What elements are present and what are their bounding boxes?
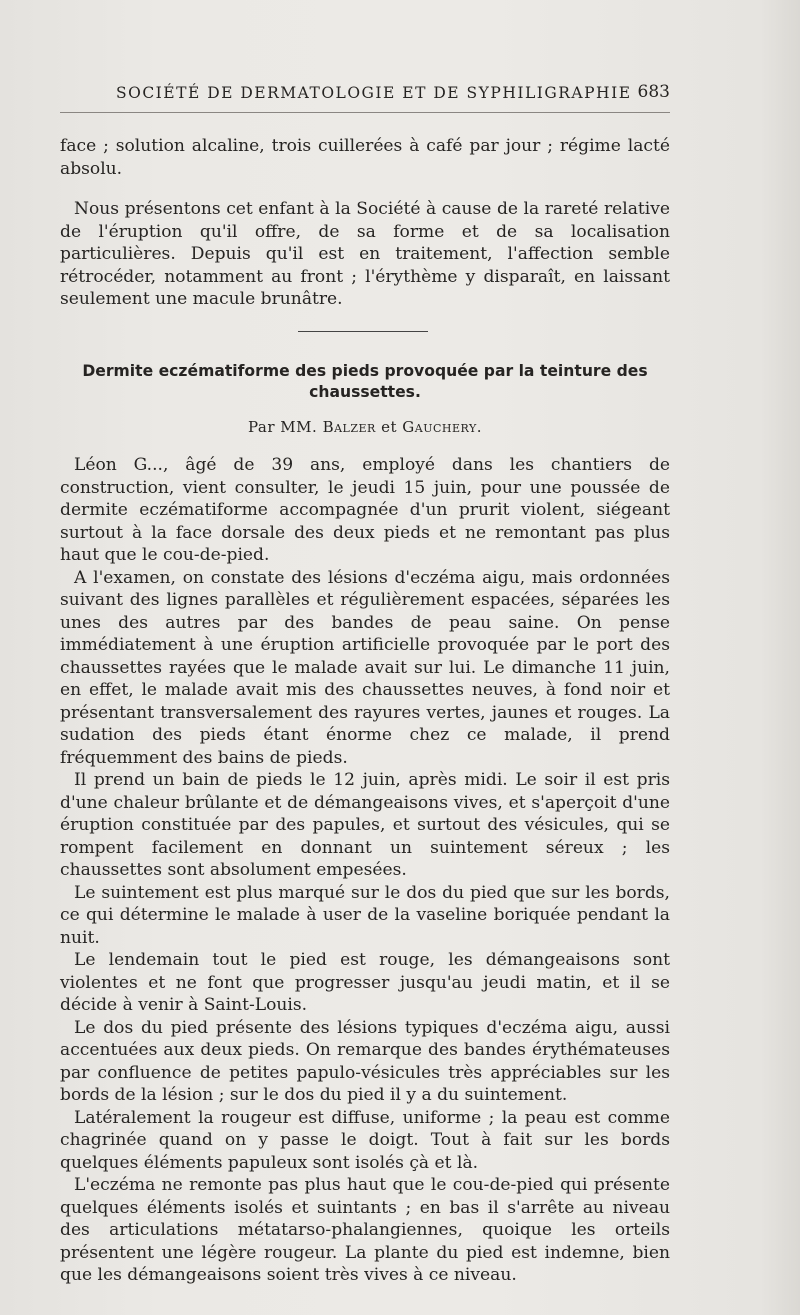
intro-paragraph: [60, 198, 670, 311]
paragraph: Nous présentons cet enfant à la Société à cause de la rareté relative de l'éruption qu'il offre, de sa forme et de sa localisation particulières. Depuis qu'il est en traitement, l'affection semble rétrocéder, notamment au front ; l'érythème y disparaît, en laissant seulement une macule brunâtre.: [60, 199, 670, 309]
article-authors: [60, 418, 670, 436]
paragraph: Il prend un bain de pieds le 12 juin, après midi. Le soir il est pris d'une chaleur brûlante et de démangeaisons vives, et s'aperçoit d'une éruption constituée par des papules, et surtout des vésicules, qui se rompent facilement en donnant un suintement séreux ; les chaussettes sont absolument empesées.: [60, 770, 670, 880]
paragraph: L'eczéma ne remonte pas plus haut que le cou-de-pied qui présente quelques éléments isolés et suintants ; en bas il s'arrête au niveau des articulations métatarso-phalangiennes, quoique les orteils présentent une légère rougeur. La plante du pied est indemne, bien que les démangeaisons soient très vives à ce niveau.: [60, 1175, 670, 1285]
article-body: [60, 454, 670, 1287]
author-name: Balzer: [322, 418, 376, 436]
paragraph: Le suintement est plus marqué sur le dos du pied que sur les bords, ce qui détermine le malade à user de la vaseline boriquée pendant la nuit.: [60, 882, 670, 948]
article-title: Dermite eczématiforme des pieds provoquée par la teinture des chaussettes.: [82, 362, 648, 401]
authors-prefix: Par MM.: [248, 418, 318, 436]
authors-conjunction: et: [381, 418, 397, 436]
paragraph: A l'examen, on constate des lésions d'eczéma aigu, mais ordonnées suivant des lignes parallèles et régulièrement espacées, séparées les unes des autres par des bandes de peau saine. On pense immédiatement à une éruption artificielle provoquée par le port des chaussettes rayées que le malade avait sur lui. Le dimanche 11 juin, en effet, le malade avait mis des chaussettes neuves, à fond noir et présentant transversalement des rayures vertes, jaunes et rouges. La sudation des pieds étant énorme chez ce malade, il prend fréquemment des bains de pieds.: [60, 567, 670, 768]
paragraph: Le lendemain tout le pied est rouge, les démangeaisons sont violentes et ne font que progresser jusqu'au jeudi matin, et il se décide à venir à Saint-Louis.: [60, 950, 670, 1015]
author-name: Gauchery.: [402, 418, 482, 436]
intro-continuation: [60, 135, 670, 180]
page-number: 683: [637, 82, 670, 102]
paragraph: face ; solution alcaline, trois cuillerées à café par jour ; régime lacté absolu.: [60, 136, 670, 179]
running-title: SOCIÉTÉ DE DERMATOLOGIE ET DE SYPHILIGRAPHIE: [116, 84, 632, 102]
header-rule: [60, 112, 670, 113]
running-header: [60, 80, 670, 110]
paragraph: Le dos du pied présente des lésions typiques d'eczéma aigu, aussi accentuées aux deux pieds. On remarque des bandes érythémateuses par confluence de petites papulo-vésicules très appréciables sur les bords de la lésion ; sur le dos du pied il y a du suintement.: [60, 1017, 670, 1105]
paragraph: Léon G..., âgé de 39 ans, employé dans les chantiers de construction, vient consulter, le jeudi 15 juin, pour une poussée de dermite eczématiforme accompagnée d'un prurit violent, siégeant surtout à la face dorsale des deux pieds et ne remontant pas plus haut que le cou-de-pied.: [60, 455, 670, 565]
section-divider: [298, 331, 428, 332]
paragraph: Latéralement la rougeur est diffuse, uniforme ; la peau est comme chagrinée quand on y passe le doigt. Tout à fait sur les bords quelques éléments papuleux sont isolés çà et là.: [60, 1107, 670, 1173]
